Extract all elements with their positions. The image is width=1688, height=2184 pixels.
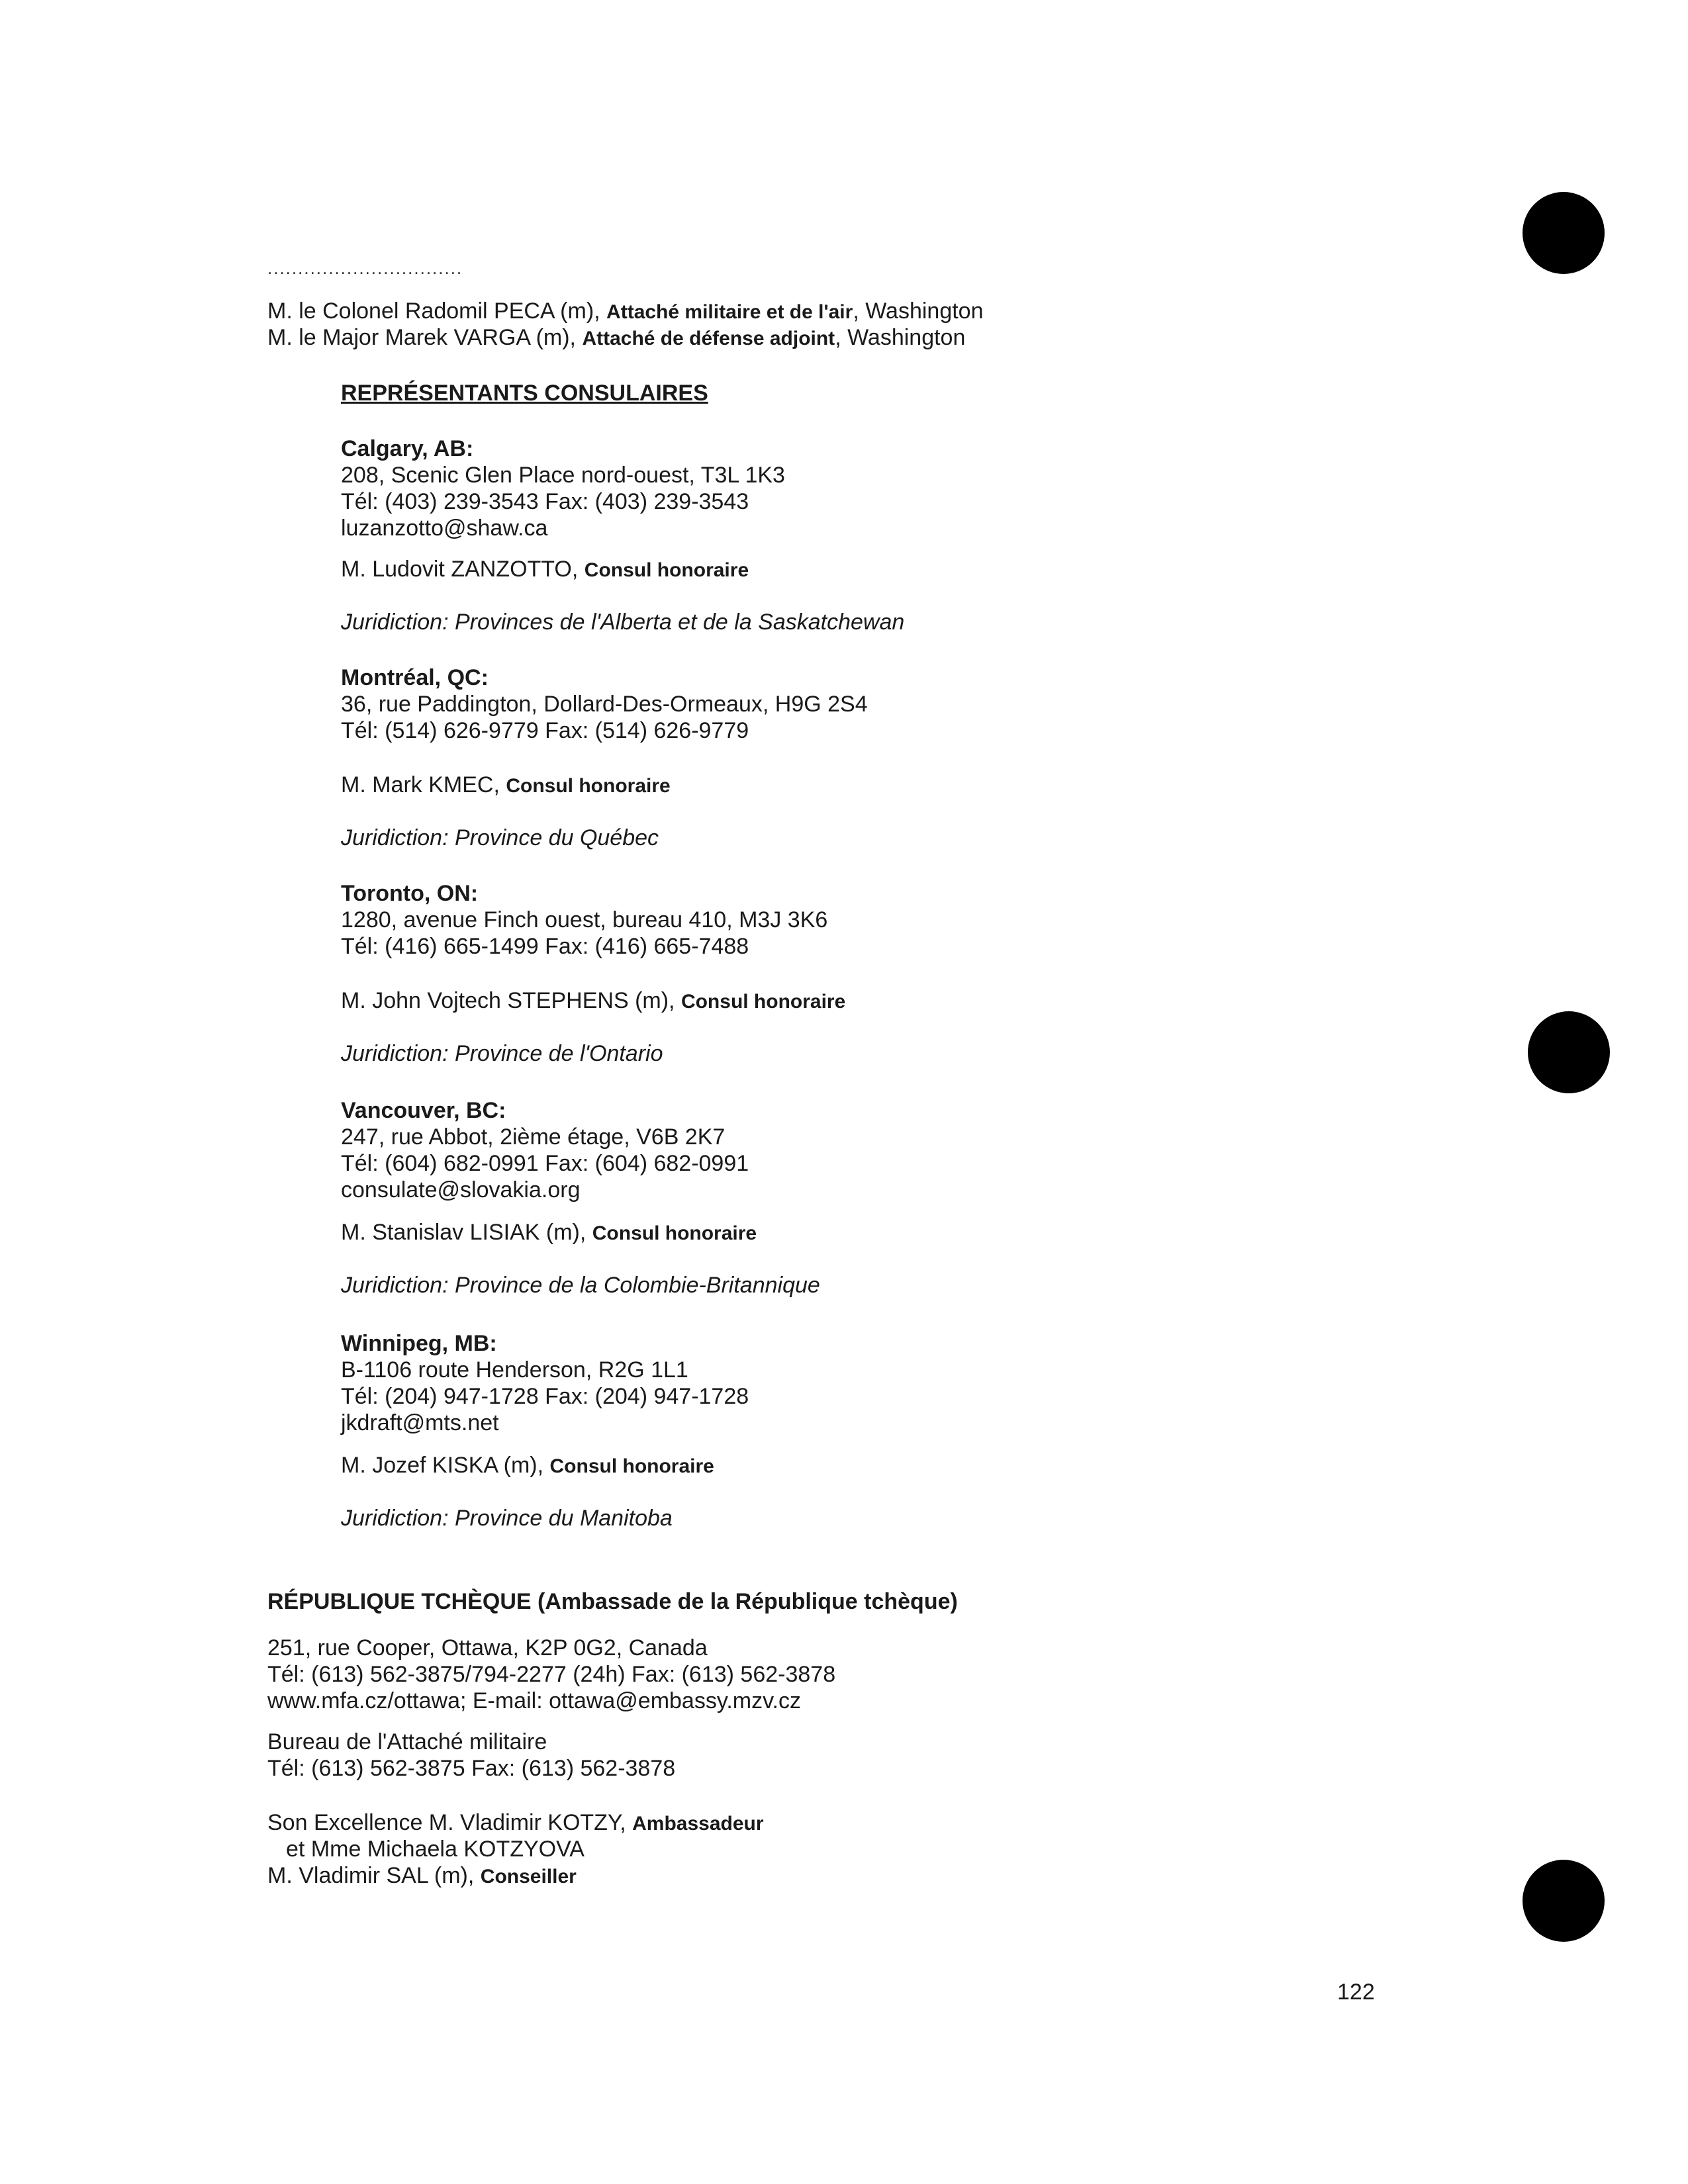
attache-line-2 <box>267 324 965 352</box>
consul-role: Consul honoraire <box>506 775 671 797</box>
counsellor-name: M. Vladimir SAL (m), <box>267 1863 481 1888</box>
attache-title: Attaché de défense adjoint <box>582 328 835 349</box>
phone-fax: Tél: (204) 947-1728 Fax: (204) 947-1728 <box>341 1384 749 1409</box>
embassy-web-email: www.mfa.cz/ottawa; E-mail: ottawa@embassy.mzv.cz <box>267 1688 802 1713</box>
attache-name: M. le Colonel Radomil PECA (m), <box>267 298 607 324</box>
ambassador-name: Son Excellence M. Vladimir KOTZY, <box>267 1810 633 1835</box>
phone-fax: Tél: (604) 682-0991 Fax: (604) 682-0991 <box>341 1151 749 1176</box>
ambassador-role: Ambassadeur <box>632 1813 764 1835</box>
consul-name: M. Stanislav LISIAK (m), <box>341 1220 592 1245</box>
city-heading: Montréal, QC: <box>341 665 489 690</box>
jurisdiction: Juridiction: Province de la Colombie-Britannique <box>341 1273 820 1298</box>
embassy-phone-fax: Tél: (613) 562-3875/794-2277 (24h) Fax: (613) 562-3878 <box>267 1662 836 1687</box>
counsellor-line <box>267 1862 577 1890</box>
email: jkdraft@mts.net <box>341 1410 499 1435</box>
address: 1280, avenue Finch ouest, bureau 410, M3J 3K6 <box>341 907 828 933</box>
phone-fax: Tél: (403) 239-3543 Fax: (403) 239-3543 <box>341 489 749 514</box>
phone-fax: Tél: (416) 665-1499 Fax: (416) 665-7488 <box>341 934 749 959</box>
consul-role: Consul honoraire <box>680 991 846 1013</box>
punch-hole-bottom <box>1523 1860 1605 1942</box>
city-heading: Toronto, ON: <box>341 881 479 906</box>
address: 247, rue Abbot, 2ième étage, V6B 2K7 <box>341 1124 726 1150</box>
jurisdiction: Juridiction: Province du Manitoba <box>341 1506 673 1531</box>
counsellor-role: Conseiller <box>480 1866 577 1888</box>
address: 208, Scenic Glen Place nord-ouest, T3L 1K3 <box>341 463 785 488</box>
country-heading: RÉPUBLIQUE TCHÈQUE (Ambassade de la République tchèque) <box>267 1589 958 1614</box>
jurisdiction: Juridiction: Province de l'Ontario <box>341 1041 663 1066</box>
military-bureau-phone: Tél: (613) 562-3875 Fax: (613) 562-3878 <box>267 1756 676 1781</box>
address: B-1106 route Henderson, R2G 1L1 <box>341 1357 688 1383</box>
email: luzanzotto@shaw.ca <box>341 516 548 541</box>
city-heading: Winnipeg, MB: <box>341 1331 497 1356</box>
consul-role: Consul honoraire <box>549 1455 714 1477</box>
military-bureau: Bureau de l'Attaché militaire <box>267 1729 547 1754</box>
spouse-line: et Mme Michaela KOTZYOVA <box>286 1837 585 1862</box>
attache-city: , Washington <box>835 325 966 350</box>
ambassador-line <box>267 1809 764 1837</box>
consul-line <box>341 987 845 1015</box>
consul-line <box>341 1452 714 1480</box>
punch-hole-middle <box>1528 1011 1610 1093</box>
consul-name: M. Mark KMEC, <box>341 772 506 797</box>
city-heading: Calgary, AB: <box>341 436 474 461</box>
city-heading: Vancouver, BC: <box>341 1098 506 1123</box>
attache-title: Attaché militaire et de l'air <box>606 301 853 323</box>
attache-city: , Washington <box>853 298 984 324</box>
consul-role: Consul honoraire <box>584 559 749 581</box>
page-number: 122 <box>1337 1979 1375 2005</box>
consul-role: Consul honoraire <box>592 1222 757 1244</box>
consul-line <box>341 1219 757 1247</box>
phone-fax: Tél: (514) 626-9779 Fax: (514) 626-9779 <box>341 718 749 743</box>
attache-name: M. le Major Marek VARGA (m), <box>267 325 583 350</box>
punch-hole-top <box>1523 192 1605 274</box>
consular-heading: REPRÉSENTANTS CONSULAIRES <box>341 381 708 406</box>
attache-line-1 <box>267 298 984 326</box>
jurisdiction: Juridiction: Provinces de l'Alberta et de la Saskatchewan <box>341 610 905 635</box>
consul-name: M. Jozef KISKA (m), <box>341 1453 550 1478</box>
email: consulate@slovakia.org <box>341 1177 581 1203</box>
consul-line <box>341 772 671 799</box>
consul-name: M. Ludovit ZANZOTTO, <box>341 557 585 582</box>
address: 36, rue Paddington, Dollard-Des-Ormeaux, H9G 2S4 <box>341 692 868 717</box>
consul-line <box>341 556 749 584</box>
embassy-address: 251, rue Cooper, Ottawa, K2P 0G2, Canada <box>267 1635 708 1661</box>
jurisdiction: Juridiction: Province du Québec <box>341 825 659 850</box>
separator-dots: ................................ <box>267 258 463 278</box>
consul-name: M. John Vojtech STEPHENS (m), <box>341 988 681 1013</box>
